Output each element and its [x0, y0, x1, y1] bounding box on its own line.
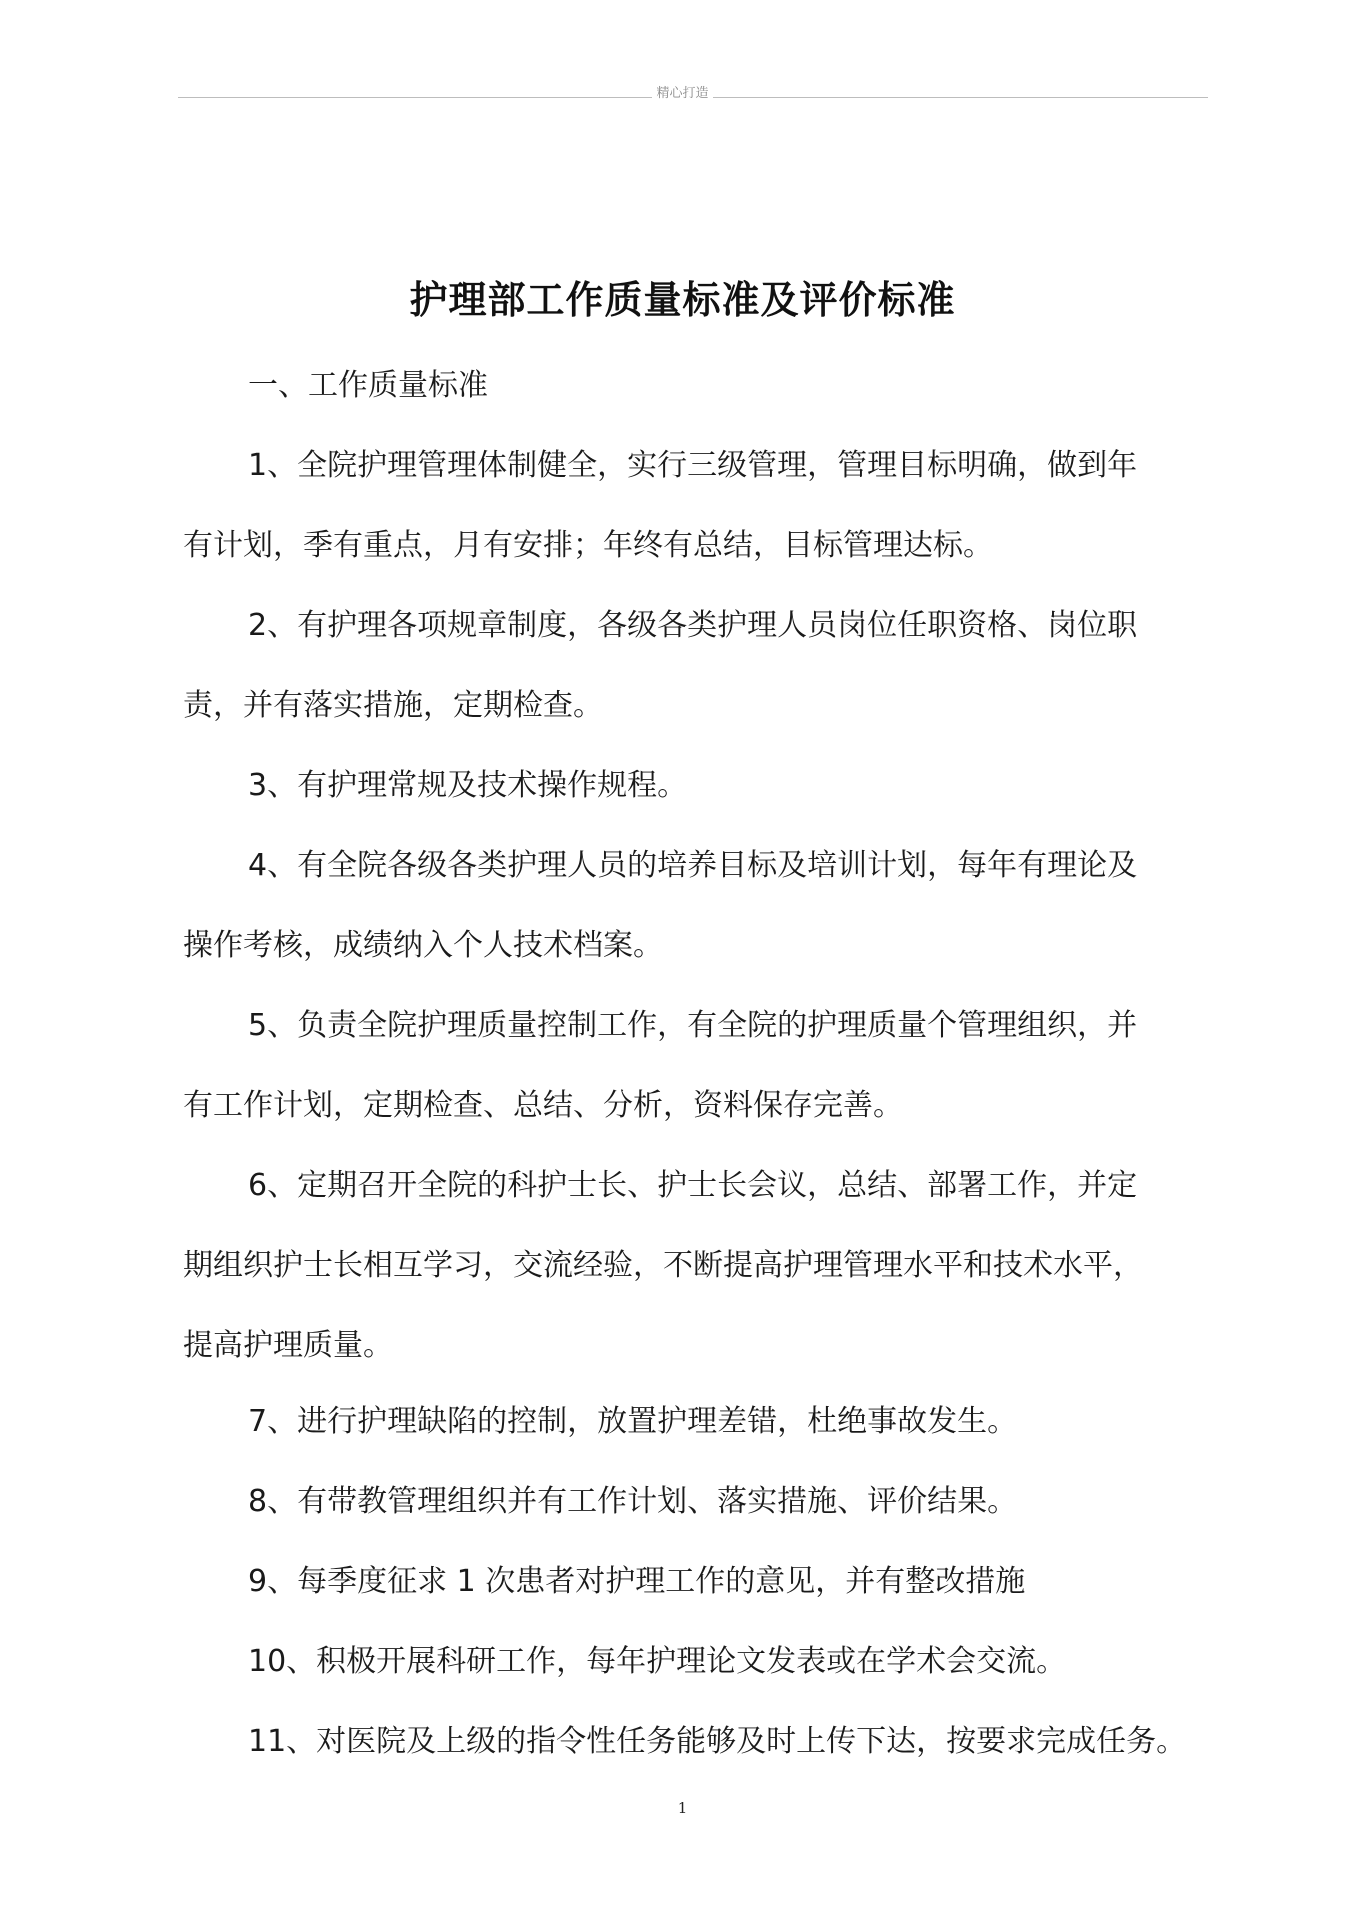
- header-label: 精心打造: [652, 86, 712, 101]
- paragraph-line: 提高护理质量。: [183, 1328, 393, 1363]
- page-number: 1: [677, 1799, 688, 1817]
- paragraph-line: 11、对医院及上级的指令性任务能够及时上传下达，按要求完成任务。: [248, 1724, 1187, 1759]
- paragraph-line: 有工作计划，定期检查、总结、分析，资料保存完善。: [183, 1088, 903, 1123]
- paragraph-line: 有计划，季有重点，月有安排；年终有总结，目标管理达标。: [183, 528, 993, 563]
- paragraph-line: 8、有带教管理组织并有工作计划、落实措施、评价结果。: [248, 1484, 1018, 1519]
- paragraph-line: 7、进行护理缺陷的控制，放置护理差错，杜绝事故发生。: [248, 1404, 1018, 1439]
- header-text: [0, 86, 1365, 102]
- paragraph-line: 3、有护理常规及技术操作规程。: [248, 768, 688, 803]
- paragraph-line: 期组织护士长相互学习，交流经验，不断提高护理管理水平和技术水平，: [183, 1248, 1143, 1283]
- paragraph-line: 1、全院护理管理体制健全，实行三级管理，管理目标明确，做到年: [248, 448, 1138, 483]
- paragraph-line: 6、定期召开全院的科护士长、护士长会议，总结、部署工作，并定: [248, 1168, 1138, 1203]
- section-heading: 一、工作质量标准: [248, 368, 488, 403]
- paragraph-line: 2、有护理各项规章制度，各级各类护理人员岗位任职资格、岗位职: [248, 608, 1138, 643]
- paragraph-line: 10、积极开展科研工作，每年护理论文发表或在学术会交流。: [248, 1644, 1067, 1679]
- paragraph-line: 9、每季度征求 1 次患者对护理工作的意见，并有整改措施: [248, 1564, 1026, 1599]
- paragraph-line: 责，并有落实措施，定期检查。: [183, 688, 603, 723]
- paragraph-line: 5、负责全院护理质量控制工作，有全院的护理质量个管理组织，并: [248, 1008, 1138, 1043]
- paragraph-line: 4、有全院各级各类护理人员的培养目标及培训计划，每年有理论及: [248, 848, 1138, 883]
- document-title: 护理部工作质量标准及评价标准: [409, 278, 956, 322]
- paragraph-line: 操作考核，成绩纳入个人技术档案。: [183, 928, 663, 963]
